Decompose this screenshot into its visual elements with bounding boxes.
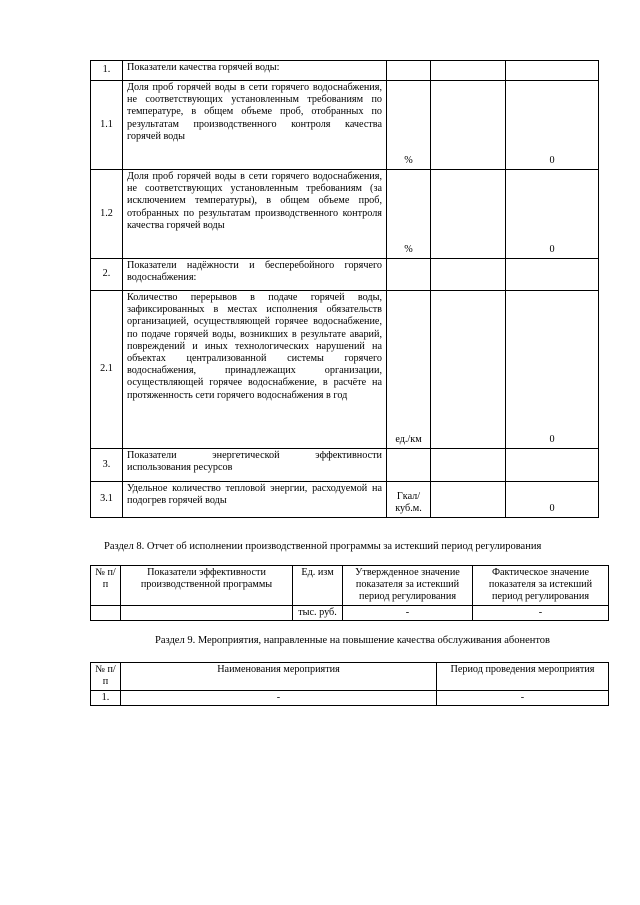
table-cell: - <box>343 606 473 621</box>
column-header: № п/п <box>91 663 121 691</box>
table-cell: - <box>473 606 609 621</box>
table-row <box>91 606 609 621</box>
table-cell: тыс. руб. <box>293 606 343 621</box>
indicator-name: Удельное количество тепловой энергии, расходуемой на подогрев горячей воды <box>123 482 387 518</box>
unit-cell: % <box>387 81 431 170</box>
value-cell: 0 <box>506 482 599 518</box>
value-cell: 0 <box>506 170 599 259</box>
column-header: Наименования мероприятия <box>121 663 437 691</box>
section-8-title: Раздел 8. Отчет об исполнении производственной программы за истекший период регулирования <box>104 541 542 552</box>
quality-indicators-table <box>90 60 599 518</box>
column-header: Период проведения мероприятия <box>437 663 609 691</box>
unit-cell <box>387 449 431 482</box>
unit-cell: % <box>387 170 431 259</box>
table-row <box>91 291 599 449</box>
table-row <box>91 449 599 482</box>
row-number: 1.2 <box>91 170 123 259</box>
table-cell: 1. <box>91 691 121 706</box>
program-report-table <box>90 565 609 621</box>
value-cell <box>506 259 599 291</box>
row-number: 3. <box>91 449 123 482</box>
row-number: 1. <box>91 61 123 81</box>
unit-cell <box>387 61 431 81</box>
column-header: Показатели эффективности производственной программы <box>121 566 293 606</box>
value-cell <box>506 449 599 482</box>
indicator-name: Доля проб горячей воды в сети горячего водоснабжения, не соответствующих установленным требованиям (за исключением температуры), в общем объеме проб, отобранных по результатам производственного контроля качества горячей воды <box>123 170 387 259</box>
row-number: 1.1 <box>91 81 123 170</box>
value-cell: 0 <box>506 81 599 170</box>
empty-cell <box>431 170 506 259</box>
empty-cell <box>431 449 506 482</box>
section-9-title: Раздел 9. Мероприятия, направленные на повышение качества обслуживания абонентов <box>155 635 551 646</box>
indicator-name: Показатели качества горячей воды: <box>123 61 387 81</box>
table-row <box>91 61 599 81</box>
unit-cell: Гкал/ куб.м. <box>387 482 431 518</box>
indicator-name: Показатели надёжности и бесперебойного горячего водоснабжения: <box>123 259 387 291</box>
table-row <box>91 170 599 259</box>
table-header-row <box>91 663 609 691</box>
table-row <box>91 482 599 518</box>
table-row <box>91 691 609 706</box>
table-row <box>91 259 599 291</box>
table-row <box>91 81 599 170</box>
empty-cell <box>431 482 506 518</box>
row-number: 3.1 <box>91 482 123 518</box>
row-number: 2.1 <box>91 291 123 449</box>
unit-cell <box>387 259 431 291</box>
service-measures-table <box>90 662 609 706</box>
column-header: Утвержденное значение показателя за истекший период регулирования <box>343 566 473 606</box>
unit-cell: ед./км <box>387 291 431 449</box>
table-cell <box>91 606 121 621</box>
indicator-name: Доля проб горячей воды в сети горячего водоснабжения, не соответствующих установленным требованиям по температуре, в общем объеме проб, отобранных по результатам производственного контроля качества горячей воды <box>123 81 387 170</box>
empty-cell <box>431 81 506 170</box>
table-header-row <box>91 566 609 606</box>
column-header: Фактическое значение показателя за истекший период регулирования <box>473 566 609 606</box>
column-header: Ед. изм <box>293 566 343 606</box>
row-number: 2. <box>91 259 123 291</box>
value-cell: 0 <box>506 291 599 449</box>
empty-cell <box>431 259 506 291</box>
table-cell <box>121 606 293 621</box>
table-cell: - <box>437 691 609 706</box>
table-cell: - <box>121 691 437 706</box>
indicator-name: Количество перерывов в подаче горячей воды, зафиксированных в местах исполнения обязательств организацией, осуществляющей горячее водоснабжение, по подаче горячей воды, возникших в результате аварий, повреждений и иных технологических нарушений на объектах централизованной системы горячего водоснабжения, принадлежащих организации, осуществляющей горячее водоснабжение, в расчёте на протяженность сети горячего водоснабжения в год <box>123 291 387 449</box>
value-cell <box>506 61 599 81</box>
indicator-name: Показатели энергетической эффективности использования ресурсов <box>123 449 387 482</box>
empty-cell <box>431 61 506 81</box>
column-header: № п/п <box>91 566 121 606</box>
empty-cell <box>431 291 506 449</box>
